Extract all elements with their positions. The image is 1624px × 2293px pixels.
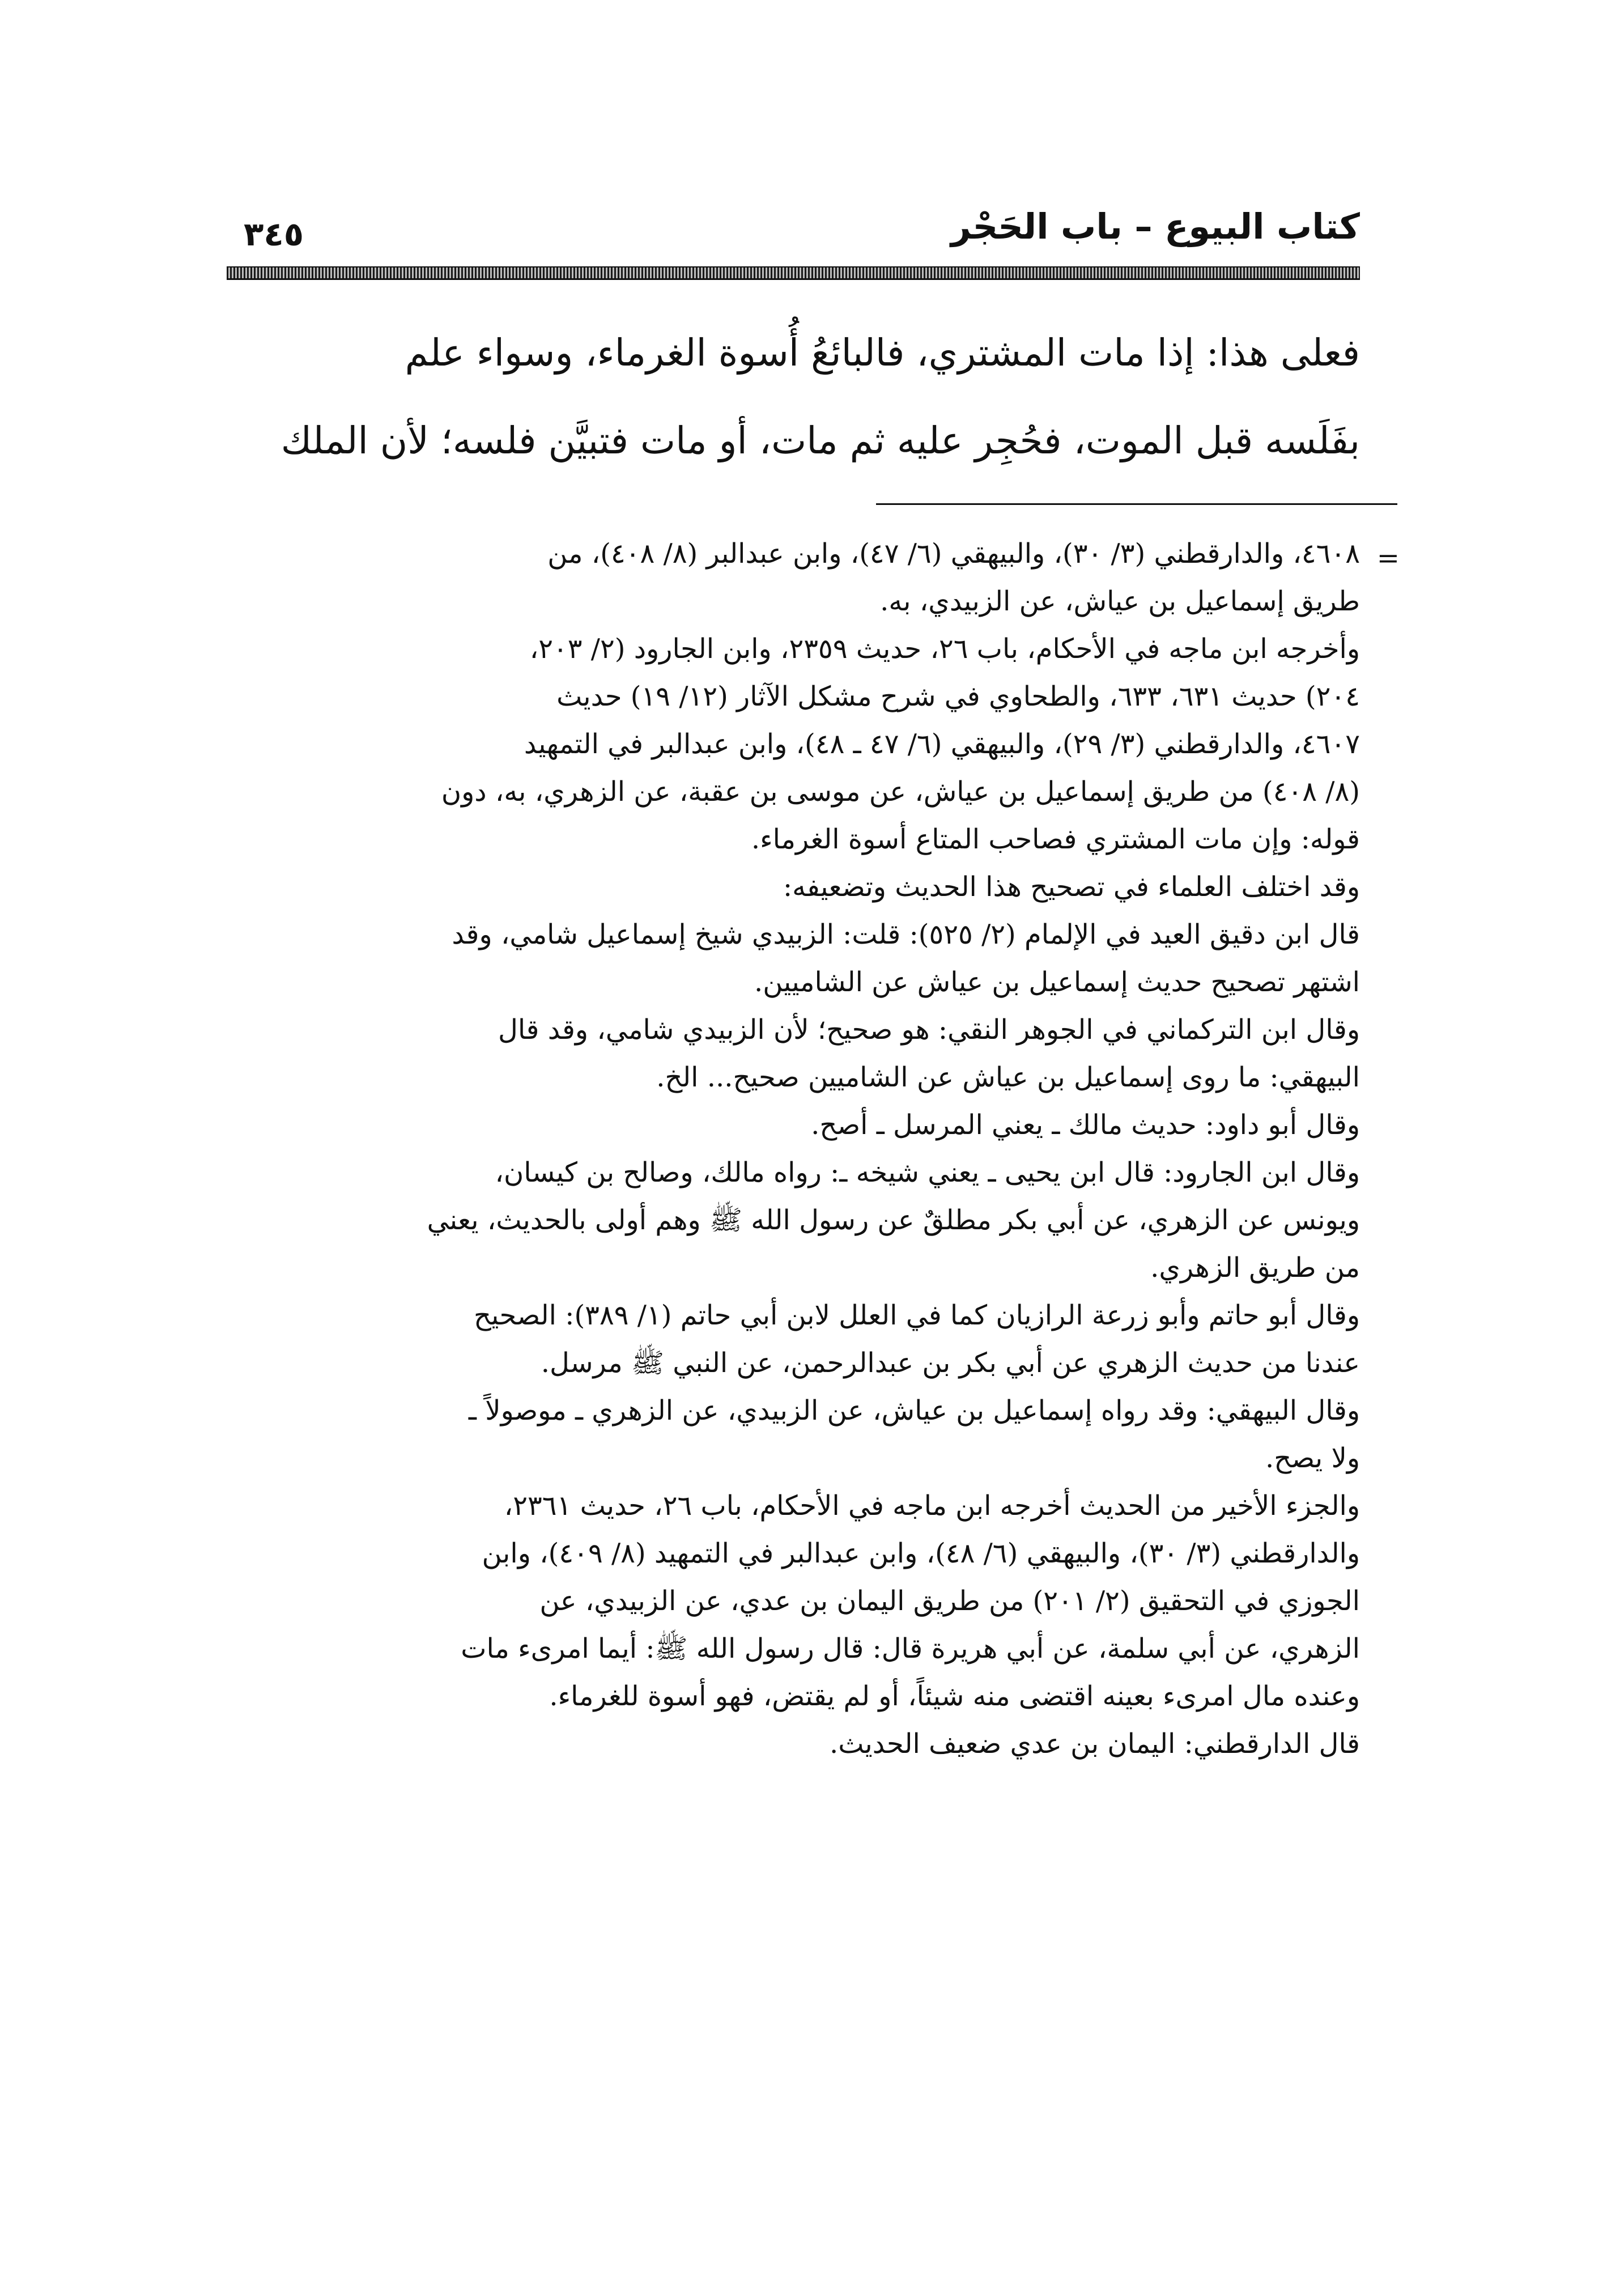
footnote-line: وعنده مال امرىء بعينه اقتضى منه شيئاً، أو لم يقتض، فهو أسوة للغرماء. — [549, 1680, 1360, 1712]
footnote-line: وقال ابن الجارود: قال ابن يحيى ـ يعني شيخه ـ: رواه مالك، وصالح بن كيسان، — [495, 1157, 1360, 1188]
footnote-line: طريق إسماعيل بن عياش، عن الزبيدي، به. — [880, 585, 1360, 617]
footnote-line: ٤٦٠٨، والدارقطني (٣/ ٣٠)، والبيهقي (٦/ ٤٧)، وابن عبدالبر (٨/ ٤٠٨)، من — [547, 538, 1360, 570]
footnote-line: ٤٦٠٧، والدارقطني (٣/ ٢٩)، والبيهقي (٦/ ٤٧ ـ ٤٨)، وابن عبدالبر في التمهيد — [524, 728, 1360, 760]
footnote-line: الزهري، عن أبي سلمة، عن أبي هريرة قال: قال رسول الله ﷺ: أيما امرىء مات — [461, 1633, 1360, 1664]
header-rule — [227, 266, 1360, 280]
footnote-line: من طريق الزهري. — [1150, 1252, 1360, 1284]
running-title: كتاب البيوع – باب الحَجْر — [951, 206, 1360, 247]
footnote-separator — [876, 503, 1397, 505]
footnote-line: اشتهر تصحيح حديث إسماعيل بن عياش عن الشاميين. — [754, 966, 1360, 998]
footnote-line: (٨/ ٤٠٨) من طريق إسماعيل بن عياش، عن موسى بن عقبة، عن الزهري، به، دون — [441, 776, 1360, 808]
footnote-line: وقال ابن التركماني في الجوهر النقي: هو صحيح؛ لأن الزبيدي شامي، وقد قال — [498, 1014, 1360, 1046]
footnote-line: قال الدارقطني: اليمان بن عدي ضعيف الحديث. — [830, 1728, 1360, 1760]
main-text-line: بفَلَسه قبل الموت، فحُجِر عليه ثم مات، أو مات فتبيَّن فلسه؛ لأن الملك — [280, 419, 1360, 462]
main-text — [227, 309, 1360, 485]
footnote-line: وقال أبو داود: حديث مالك ـ يعني المرسل ـ أصح. — [811, 1109, 1360, 1141]
footnote-line: والجزء الأخير من الحديث أخرجه ابن ماجه في الأحكام، باب ٢٦، حديث ٢٣٦١، — [504, 1490, 1360, 1522]
footnote-line: ٢٠٤) حديث ٦٣١، ٦٣٣، والطحاوي في شرح مشكل الآثار (١٢/ ١٩) حديث — [556, 681, 1360, 712]
footnote-line: البيهقي: ما روى إسماعيل بن عياش عن الشاميين صحيح... الخ. — [656, 1061, 1360, 1093]
footnote-continuation-mark: = — [1376, 542, 1400, 574]
footnotes — [227, 530, 1400, 1768]
page-number: ٣٤٥ — [244, 215, 304, 253]
footnote-line: قال ابن دقيق العيد في الإلمام (٢/ ٥٢٥): قلت: الزبيدي شيخ إسماعيل شامي، وقد — [452, 919, 1360, 950]
footnote-line: والدارقطني (٣/ ٣٠)، والبيهقي (٦/ ٤٨)، وابن عبدالبر في التمهيد (٨/ ٤٠٩)، وابن — [482, 1538, 1360, 1569]
main-text-line: فعلى هذا: إذا مات المشتري، فالبائعُ أُسوة الغرماء، وسواء علم — [405, 331, 1360, 375]
footnote-line: ولا يصح. — [1265, 1442, 1360, 1474]
footnote-line: وقال البيهقي: وقد رواه إسماعيل بن عياش، عن الزبيدي، عن الزهري ـ موصولاً ـ — [468, 1395, 1360, 1426]
footnote-line: الجوزي في التحقيق (٢/ ٢٠١) من طريق اليمان بن عدي، عن الزبيدي، عن — [539, 1585, 1360, 1617]
footnote-line: عندنا من حديث الزهري عن أبي بكر بن عبدالرحمن، عن النبي ﷺ مرسل. — [541, 1347, 1360, 1379]
footnote-line: وقال أبو حاتم وأبو زرعة الرازيان كما في العلل لابن أبي حاتم (١/ ٣٨٩): الصحيح — [473, 1300, 1360, 1331]
footnote-line: قوله: وإن مات المشتري فصاحب المتاع أسوة الغرماء. — [751, 823, 1360, 855]
footnote-line: وأخرجه ابن ماجه في الأحكام، باب ٢٦، حديث ٢٣٥٩، وابن الجارود (٢/ ٢٠٣، — [529, 633, 1360, 665]
footnote-line: ويونس عن الزهري، عن أبي بكر مطلقٌ عن رسول الله ﷺ وهم أولى بالحديث، يعني — [427, 1204, 1360, 1236]
footnote-line: وقد اختلف العلماء في تصحيح هذا الحديث وتضعيفه: — [783, 871, 1360, 903]
page-header — [227, 201, 1360, 258]
